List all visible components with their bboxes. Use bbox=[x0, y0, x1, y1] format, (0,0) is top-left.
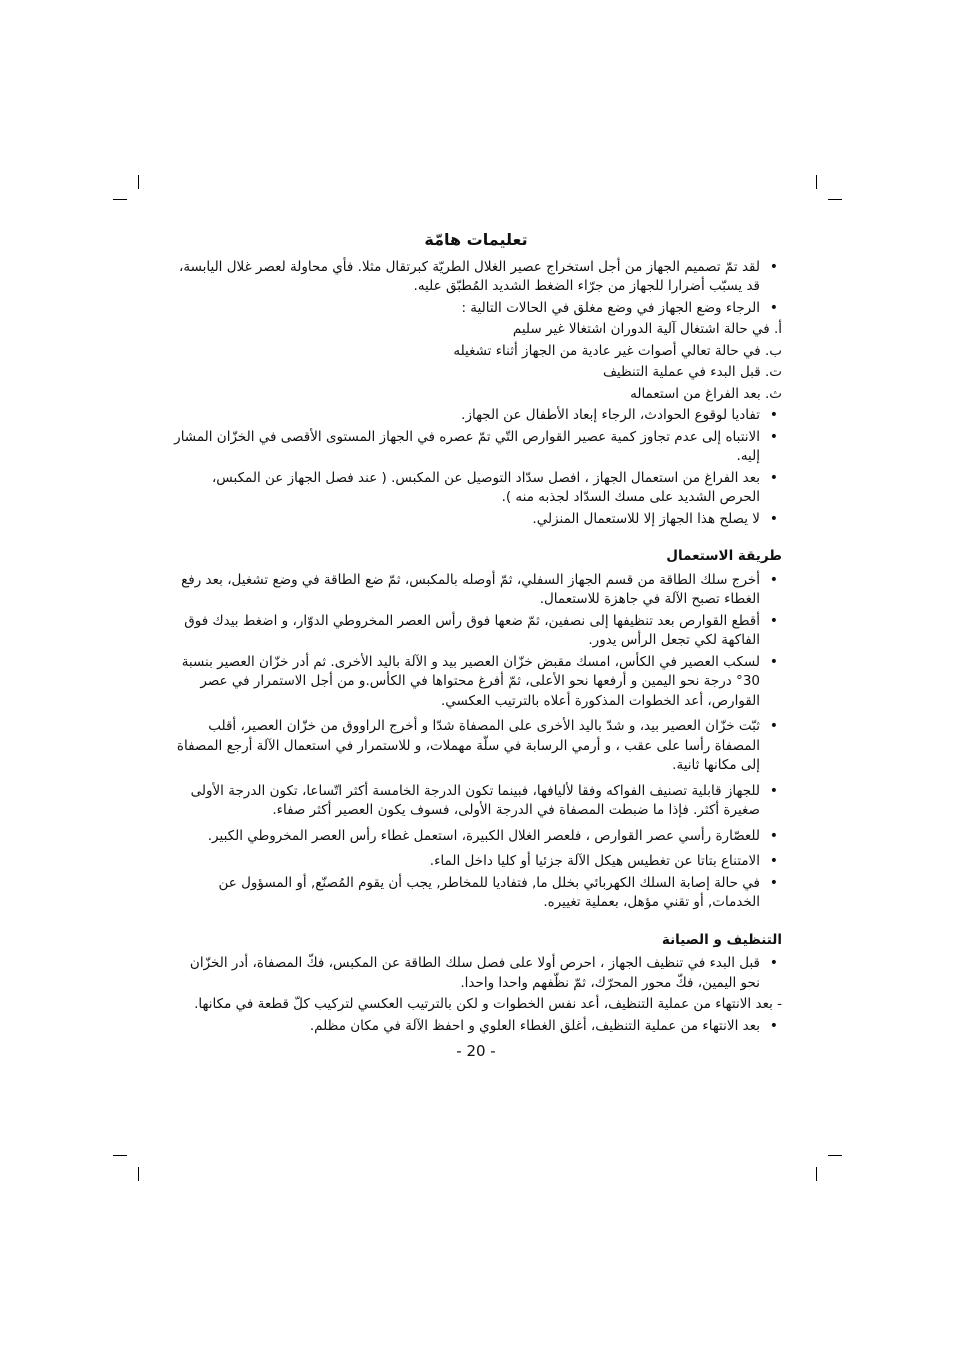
crop-mark bbox=[138, 1167, 139, 1181]
list-item: • الرجاء وضع الجهاز في وضع مغلق في الحالات التالية : bbox=[170, 299, 782, 319]
list-item: • لسكب العصير في الكأس، امسك مقبض خزّان العصير بيد و الآلة باليد الأخرى. ثم أدر خزّان العصير بنسبة 30° درجة نحو اليمين و أرفعها نحو الأعلى، ثمّ أفرغ محتواها في الكأس.و من أجل الاستمرار في عصر القوارص، أعد الخطوات المذكورة أعلاه بالترتيب العكسي. bbox=[170, 653, 782, 712]
crop-mark bbox=[816, 175, 817, 189]
usage-instructions-list bbox=[170, 571, 782, 913]
list-item: • الامتناع بتاتا عن تغطيس هيكل الآلة جزئيا أو كليا داخل الماء. bbox=[170, 852, 782, 872]
list-subitem: ت. قبل البدء في عملية التنظيف bbox=[602, 364, 782, 380]
list-subitem: ث. بعد الفراغ من استعماله bbox=[630, 385, 782, 402]
crop-mark bbox=[113, 199, 127, 200]
section-heading-usage: طريقة الاستعمال bbox=[666, 548, 782, 564]
crop-mark bbox=[138, 175, 139, 189]
list-item: • في حالة إصابة السلك الكهربائي بخلل ما, فتفاديا للمخاطر, يجب أن يقوم المُصنّع, أو المسؤول عن الخدمات, أو تقني مؤهل، بعملية تغييره. bbox=[170, 874, 782, 913]
list-item: • بعد الفراغ من استعمال الجهاز ، افصل سدّاد التوصيل عن المكبس. ( عند فصل الجهاز عن المكبس، الحرص الشديد على مسك السدّاد لجذبه منه ). bbox=[170, 469, 782, 508]
list-item: • بعد الانتهاء من عملية التنظيف، أغلق الغطاء العلوي و احفظ الآلة في مكان مظلم. bbox=[170, 1017, 782, 1037]
crop-mark bbox=[828, 199, 842, 200]
list-item: • لا يصلح هذا الجهاز إلا للاستعمال المنزلي. bbox=[170, 510, 782, 530]
crop-mark bbox=[113, 1155, 127, 1156]
list-item: • تفاديا لوقوع الحوادث، الرجاء إبعاد الأطفال عن الجهاز. bbox=[170, 406, 782, 426]
section-heading-cleaning: التنظيف و الصيانة bbox=[661, 931, 782, 948]
document-body bbox=[170, 230, 782, 1062]
list-item: • الانتباه إلى عدم تجاوز كمية عصير القوارص التّي تمّ عصره في الجهاز المستوى الأقصى في الخزّان المشار إليه. bbox=[170, 428, 782, 467]
list-item: • قبل البدء في تنظيف الجهاز ، احرص أولا على فصل سلك الطاقة عن المكبس، فكّ المصفاة، أدر الخزّان نحو اليمين، فكّ محور المحرّك، ثمّ نظّفهم واحدا واحدا. bbox=[170, 954, 782, 993]
list-item: • لقد تمّ تصميم الجهاز من أجل استخراج عصير الغلال الطريّة كبرتقال مثلا. فأي محاولة لعصر غلال اليابسة، قد يسبّب أضرارا للجهاز من جرّاء الضغط الشديد المُطبّق عليه. bbox=[170, 258, 782, 297]
important-instructions-list bbox=[170, 258, 782, 530]
list-item: • أقطع القوارص بعد تنظيفها إلى نصفين، ثمّ ضعها فوق رأس العصر المخروطي الدوّار، و اضغط بيدك فوق الفاكهة لكي تجعل الرأس يدور. bbox=[170, 612, 782, 651]
list-item: • أخرج سلك الطاقة من قسم الجهاز السفلي، ثمّ أوصله بالمكبس، ثمّ ضع الطاقة في وضع تشغيل، بعد رفع الغطاء تصبح الآلة في جاهزة للاستعمال. bbox=[170, 571, 782, 610]
crop-mark bbox=[828, 1155, 842, 1156]
list-subitem: ب. في حالة تعالي أصوات غير عادية من الجهاز أثناء تشغيله bbox=[453, 342, 782, 359]
page-title: تعليمات هامّة bbox=[424, 230, 528, 249]
page-number: - 20 - bbox=[456, 1042, 496, 1060]
crop-mark bbox=[816, 1167, 817, 1181]
cleaning-instructions-list bbox=[170, 954, 782, 1036]
list-subitem: أ. في حالة اشتغال آلية الدوران اشتغالا غير سليم bbox=[512, 321, 782, 337]
list-item: • للعصّارة رأسي عصر القوارص ، فلعصر الغلال الكبيرة، استعمل غطاء رأس العصر المخروطي الكبير. bbox=[170, 827, 782, 847]
list-item: • للجهاز قابلية تصنيف الفواكه وفقا لأليافها، فبينما تكون الدرجة الخامسة أكثر اتّساعا، تكون الدرجة الأولى صغيرة أكثر. فإذا ما ضبطت المصفاة في الدرجة الأولى، فسوف يكون العصير أكثر صفاء. bbox=[170, 782, 782, 821]
list-item: • ثبّت خزّان العصير بيد، و شدّ باليد الأخرى على المصفاة شدّا و أخرج الراووق من خزّان العصير، أقلب المصفاة رأسا على عقب ، و أرمي الرسابة في سلّة مهملات، و للاستمرار في استعمال الآلة أرجع المصفاة إلى مكانها ثانية. bbox=[170, 717, 782, 776]
list-note: - بعد الانتهاء من عملية التنظيف، أعد نفس الخطوات و لكن بالترتيب العكسي لتركيب كلّ قطعة في مكانها. bbox=[194, 996, 782, 1012]
